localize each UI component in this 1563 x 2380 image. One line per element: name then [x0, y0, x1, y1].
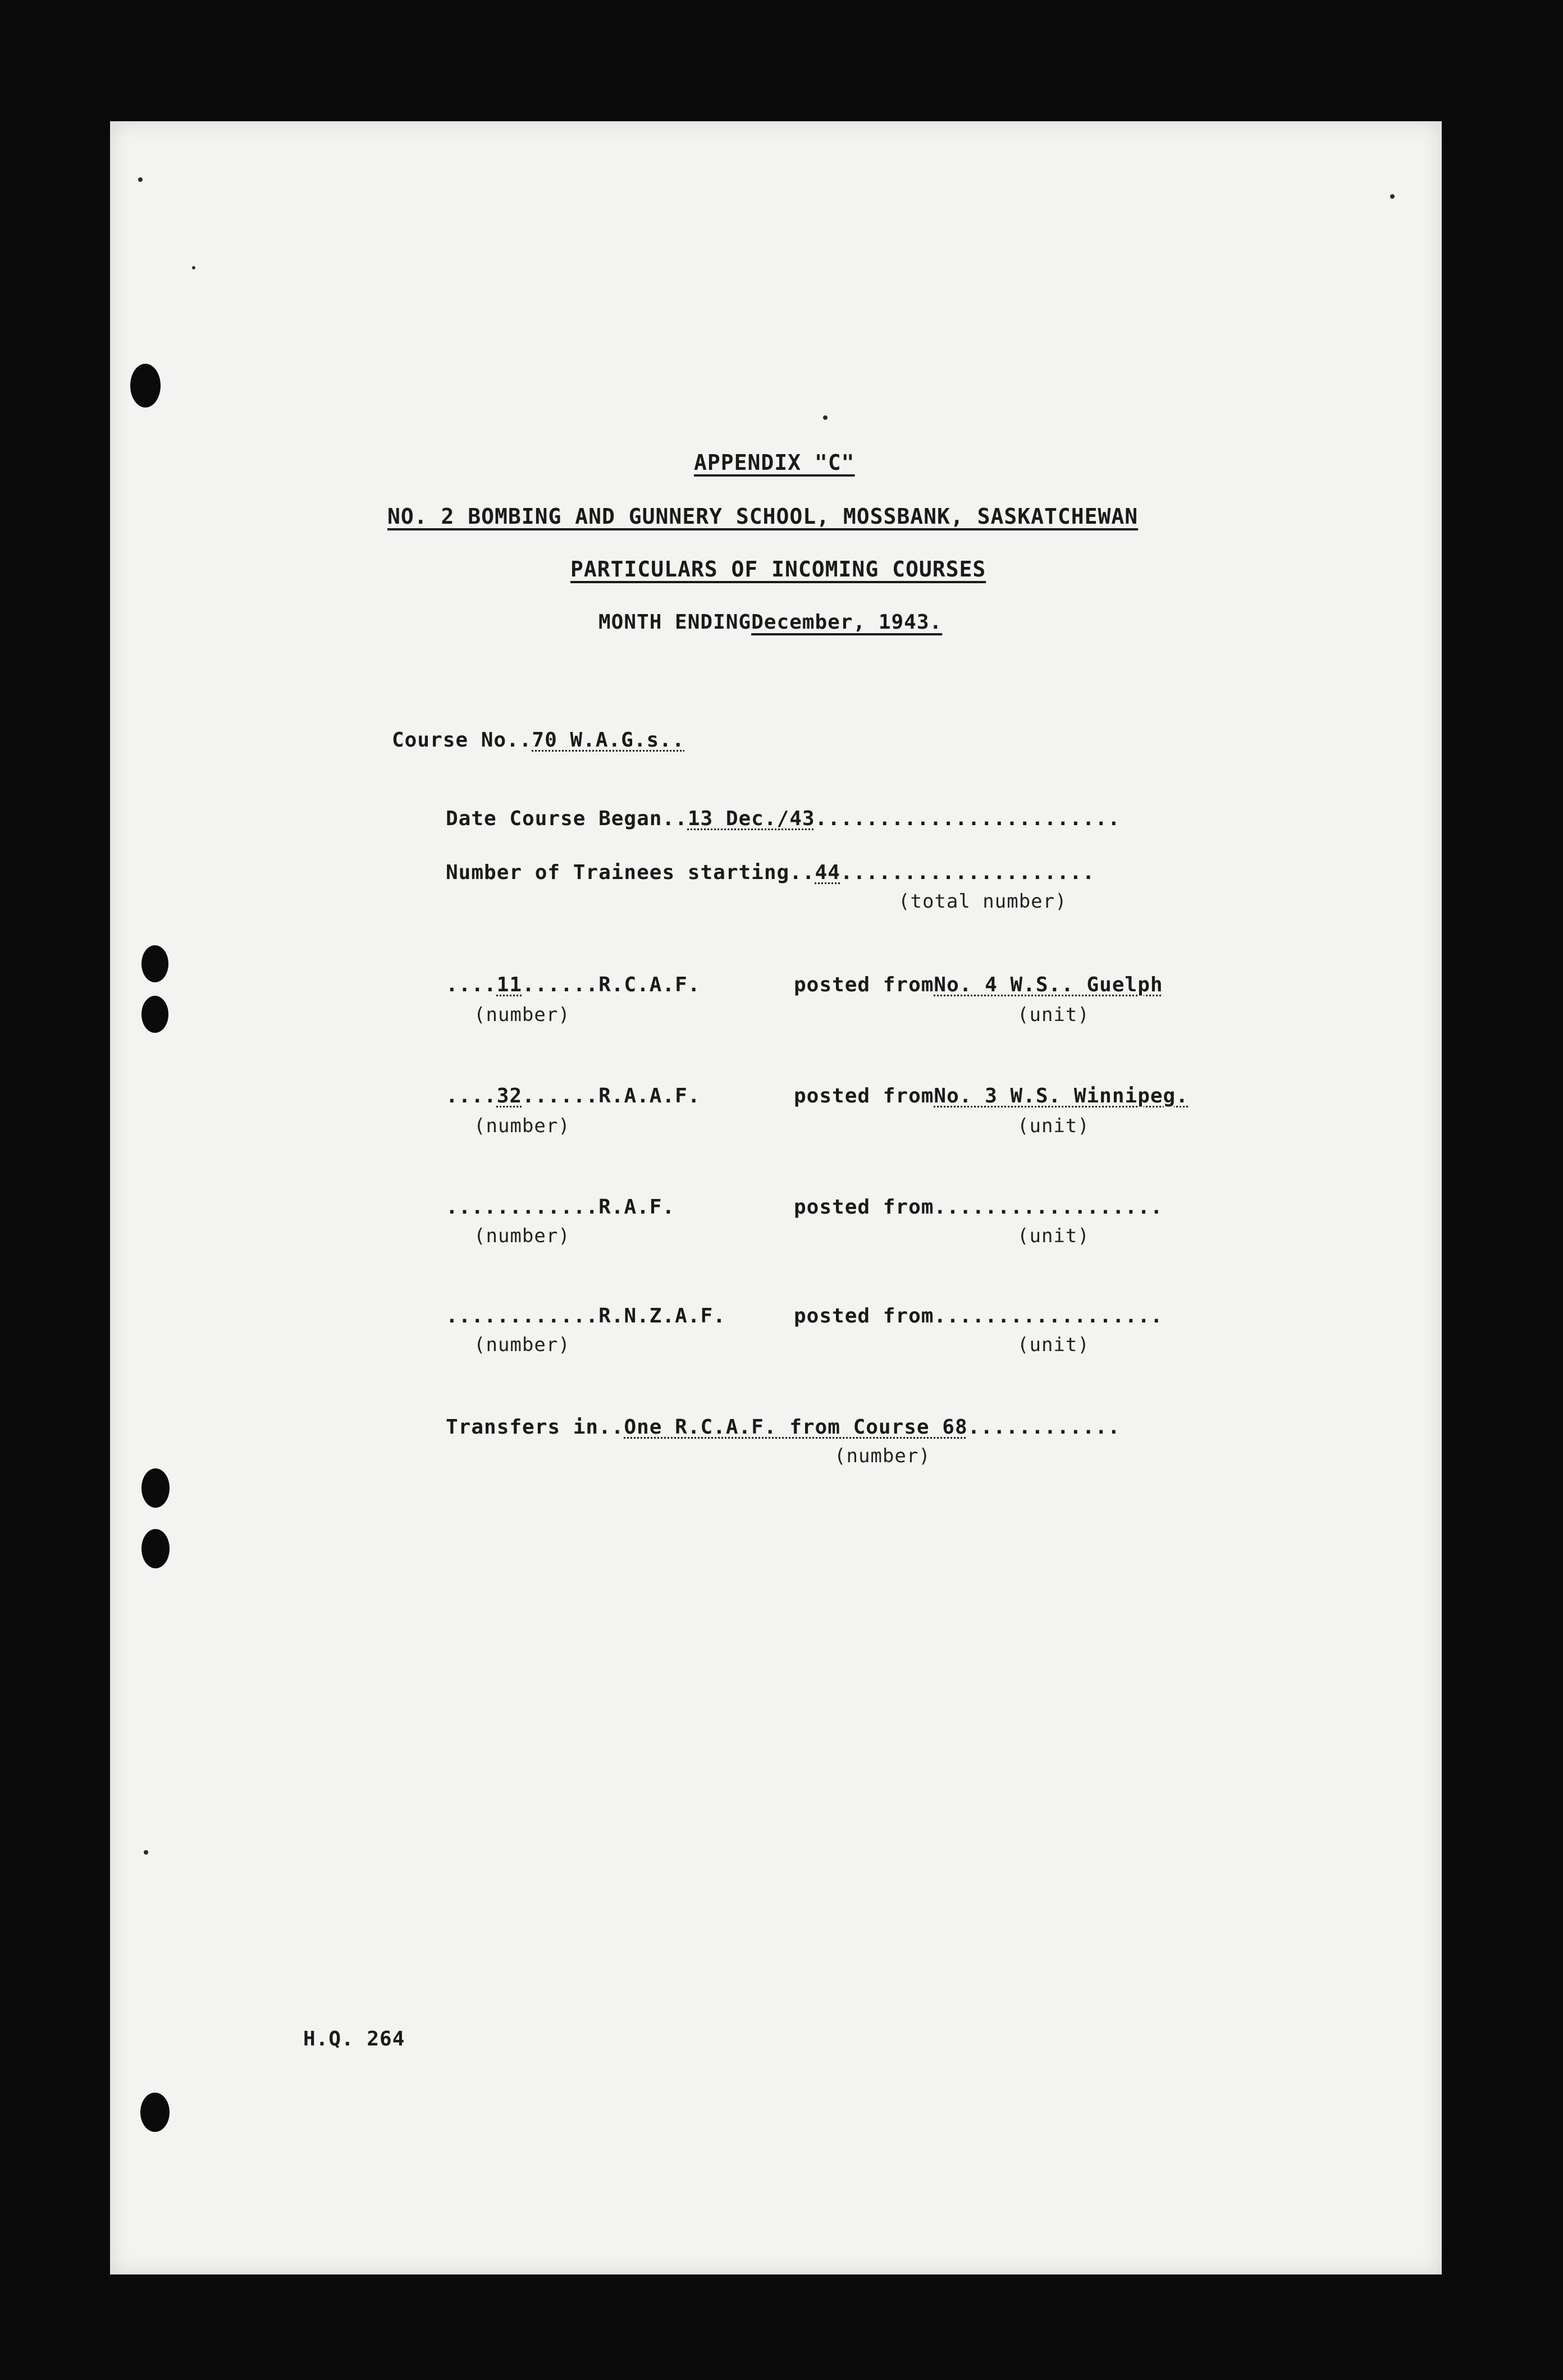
rcaf-number: 11 [496, 973, 523, 996]
raf-posted-line [794, 1196, 1163, 1219]
scan-speck [1390, 194, 1395, 199]
rcaf-unit: No. 4 W.S.. Guelph [934, 973, 1163, 996]
trainees-caption: (total number) [898, 890, 1067, 913]
raf-unit-caption: (unit) [1017, 1225, 1090, 1247]
rcaf-unit-caption: (unit) [1017, 1004, 1090, 1026]
scan-speck [192, 266, 195, 269]
row-dots: ...... [522, 973, 599, 996]
raf-force: R.A.F. [598, 1196, 675, 1219]
raaf-posted-line [794, 1084, 1189, 1107]
scan-speck [823, 415, 828, 420]
punch-hole [141, 945, 168, 982]
month-line [598, 611, 942, 634]
form-number: H.Q. 264 [303, 2027, 405, 2051]
course-label: Course No.. [392, 729, 532, 752]
rnzaf-number-caption: (number) [474, 1334, 570, 1356]
rcaf-force: R.C.A.F. [598, 973, 701, 996]
raaf-number: 32 [496, 1084, 523, 1107]
rnzaf-force: R.N.Z.A.F. [598, 1305, 726, 1328]
rcaf-number-line [446, 973, 701, 996]
course-number-line [392, 729, 685, 752]
punch-hole [141, 996, 168, 1033]
raaf-number-line [446, 1084, 701, 1107]
rcaf-number-caption: (number) [474, 1004, 570, 1026]
raaf-force: R.A.A.F. [598, 1084, 701, 1107]
rnzaf-unit-caption: (unit) [1017, 1334, 1090, 1356]
punch-hole [140, 2093, 170, 2132]
trainees-value: 44 [815, 861, 840, 884]
raf-posted-label: posted from [794, 1196, 934, 1219]
row-dots: ...... [522, 1084, 599, 1107]
raf-number-caption: (number) [474, 1225, 570, 1247]
rcaf-posted-line [794, 973, 1163, 996]
date-began-label: Date Course Began.. [446, 807, 688, 830]
scan-speck [144, 1850, 148, 1855]
month-value: December, 1943. [751, 611, 943, 634]
punch-hole [141, 1529, 170, 1568]
punch-hole [141, 1468, 170, 1508]
trainees-label: Number of Trainees starting.. [446, 861, 815, 884]
raaf-posted-label: posted from [794, 1084, 934, 1107]
transfers-dots: ............ [967, 1416, 1121, 1439]
row-dots: .................. [934, 1305, 1163, 1328]
raf-number-line [446, 1196, 675, 1219]
row-dots: .................. [934, 1196, 1163, 1219]
date-began-line [446, 807, 1121, 830]
trainees-line [446, 861, 1095, 884]
transfers-value: One R.C.A.F. from Course 68 [624, 1416, 968, 1439]
rnzaf-posted-line [794, 1305, 1163, 1328]
row-dots: ............ [446, 1305, 599, 1328]
section-subtitle: PARTICULARS OF INCOMING COURSES [570, 557, 986, 582]
course-value: 70 W.A.G.s.. [532, 729, 685, 752]
transfers-caption: (number) [834, 1445, 931, 1467]
rnzaf-number-line [446, 1305, 726, 1328]
rnzaf-posted-label: posted from [794, 1305, 934, 1328]
date-began-value: 13 Dec./43 [687, 807, 815, 830]
school-title: NO. 2 BOMBING AND GUNNERY SCHOOL, MOSSBANK, SASKATCHEWAN [387, 504, 1139, 529]
rcaf-posted-label: posted from [794, 973, 934, 996]
raaf-unit-caption: (unit) [1017, 1115, 1090, 1137]
date-began-dots: ........................ [815, 807, 1121, 830]
row-dots: .... [446, 973, 497, 996]
transfers-label: Transfers in.. [446, 1416, 624, 1439]
row-dots: ............ [446, 1196, 599, 1219]
scan-speck [138, 177, 143, 182]
month-label: MONTH ENDING [598, 611, 752, 634]
trainees-dots: .................... [840, 861, 1095, 884]
raaf-number-caption: (number) [474, 1115, 570, 1137]
punch-hole [130, 364, 161, 408]
raaf-unit: No. 3 W.S. Winnipeg. [934, 1084, 1189, 1107]
document-page [110, 121, 1442, 2274]
appendix-title: APPENDIX "C" [694, 450, 855, 475]
transfers-line [446, 1416, 1121, 1439]
row-dots: .... [446, 1084, 497, 1107]
